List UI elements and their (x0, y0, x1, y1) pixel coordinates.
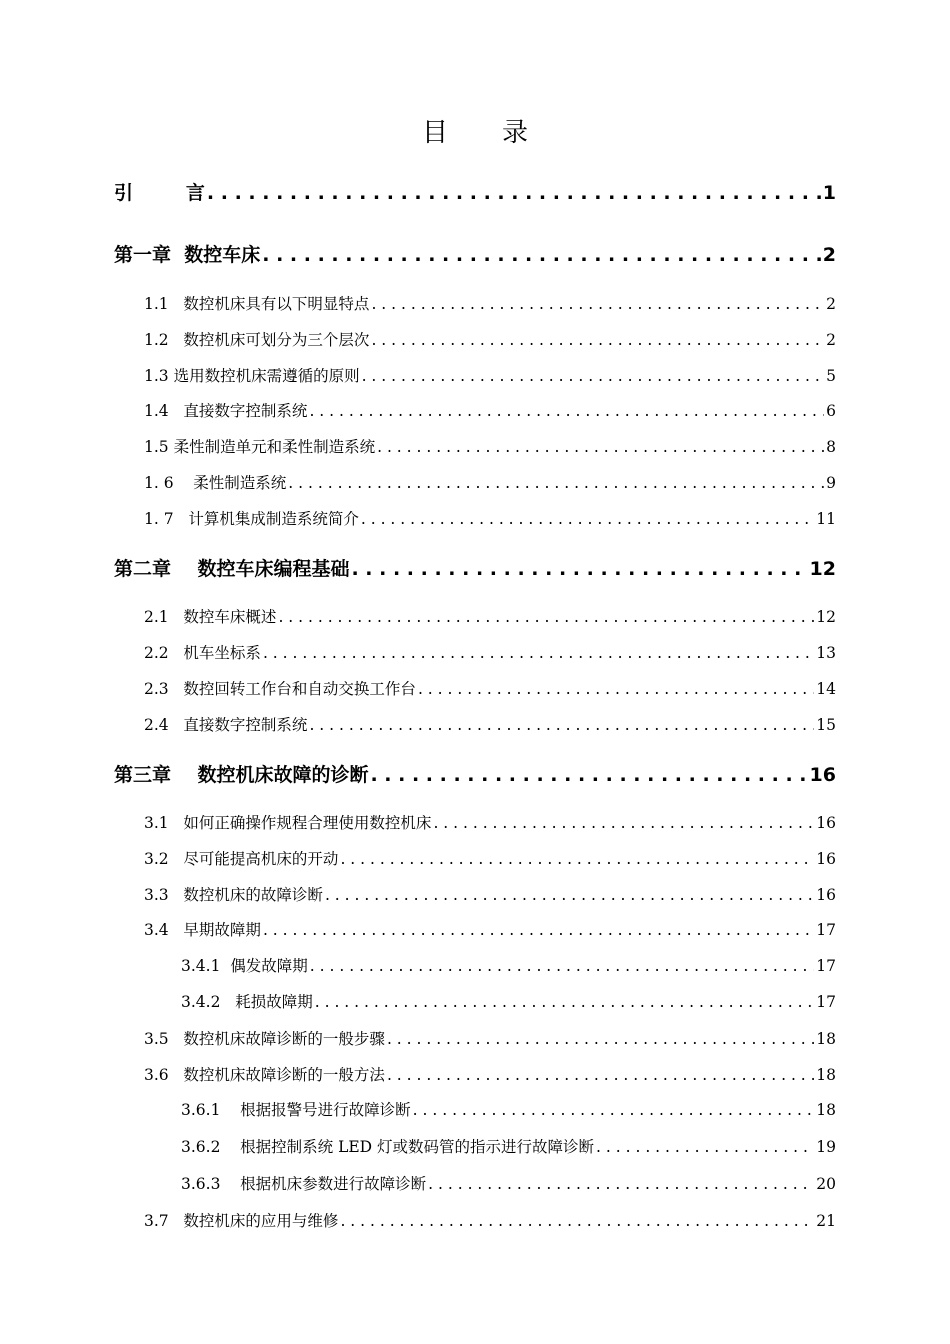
toc-leader-dots (263, 644, 814, 662)
toc-leader-dots (325, 886, 814, 904)
toc-entry-label: 3.7 数控机床的应用与维修 (144, 1212, 339, 1230)
toc-leader-dots (428, 1175, 814, 1193)
toc-entry-label: 第二章 数控车床编程基础 (114, 558, 350, 580)
toc-entry[interactable] (0, 641, 950, 663)
toc-entry-page: 18 (816, 1101, 836, 1119)
toc-leader-dots (351, 558, 807, 580)
toc-entry[interactable] (0, 760, 950, 787)
toc-entry[interactable] (0, 954, 950, 976)
toc-entry-label: 1.3 选用数控机床需遵循的原则 (144, 367, 360, 385)
toc-entry-label: 2.3 数控回转工作台和自动交换工作台 (144, 680, 416, 698)
toc-leader-dots (310, 957, 814, 975)
toc-entry-label: 2.2 机车坐标系 (144, 644, 261, 662)
toc-entry-page: 1 (822, 182, 836, 204)
toc-entry-page: 2 (826, 331, 836, 349)
toc-entry[interactable] (0, 328, 950, 350)
toc-leader-dots (370, 764, 807, 786)
toc-entry-label: 1.5 柔性制造单元和柔性制造系统 (144, 438, 376, 456)
toc-leader-dots (309, 716, 814, 734)
toc-entry-label: 第三章 数控机床故障的诊断 (114, 764, 369, 786)
toc-entry-label: 1. 7 计算机集成制造系统简介 (144, 510, 359, 528)
toc-entry[interactable] (0, 918, 950, 940)
toc-leader-dots (340, 1212, 814, 1230)
toc-entry-page: 19 (816, 1138, 836, 1156)
toc-entry-page: 16 (816, 850, 836, 868)
toc-leader-dots (362, 367, 825, 385)
toc-entry-page: 12 (816, 608, 836, 626)
toc-entry[interactable] (0, 399, 950, 421)
toc-leader-dots (413, 1101, 815, 1119)
toc-entry-label: 1.4 直接数字控制系统 (144, 402, 308, 420)
toc-entry[interactable] (0, 1027, 950, 1049)
toc-entry-label: 2.1 数控车床概述 (144, 608, 277, 626)
toc-entry-page: 18 (816, 1030, 836, 1048)
toc-entry[interactable] (0, 1172, 950, 1194)
toc-leader-dots (371, 331, 824, 349)
toc-entry-page: 18 (816, 1066, 836, 1084)
toc-entry[interactable] (0, 364, 950, 386)
toc-entry[interactable] (0, 1209, 950, 1231)
toc-entry-label: 3.1 如何正确操作规程合理使用数控机床 (144, 814, 432, 832)
toc-entry[interactable] (0, 240, 950, 267)
toc-leader-dots (315, 993, 815, 1011)
toc-entry-page: 20 (816, 1175, 836, 1193)
toc-entry[interactable] (0, 605, 950, 627)
toc-leader-dots (387, 1066, 814, 1084)
toc-leader-dots (262, 244, 821, 266)
toc-entry-label: 3.6.2 根据控制系统 LED 灯或数码管的指示进行故障诊断 (181, 1138, 595, 1156)
toc-entry-label: 3.6.1 根据报警号进行故障诊断 (181, 1101, 411, 1119)
toc-entry-page: 21 (816, 1212, 836, 1230)
toc-entry[interactable] (0, 811, 950, 833)
toc-entry-label: 3.4 早期故障期 (144, 921, 261, 939)
toc-entry-label: 2.4 直接数字控制系统 (144, 716, 308, 734)
toc-entry[interactable] (0, 178, 950, 205)
toc-title (0, 112, 950, 149)
toc-entry-label: 3.4.2 耗损故障期 (181, 993, 313, 1011)
toc-entry[interactable] (0, 990, 950, 1012)
toc-leader-dots (371, 295, 824, 313)
toc-entry-page: 8 (826, 438, 836, 456)
toc-leader-dots (263, 921, 814, 939)
toc-entry-page: 16 (809, 764, 836, 786)
toc-entry[interactable] (0, 435, 950, 457)
toc-entry-label: 3.2 尽可能提高机床的开动 (144, 850, 339, 868)
toc-entry-label: 第一章 数控车床 (114, 244, 261, 266)
toc-entry[interactable] (0, 471, 950, 493)
toc-leader-dots (278, 608, 814, 626)
toc-entry-page: 17 (816, 921, 836, 939)
toc-entry-page: 17 (816, 957, 836, 975)
toc-entry[interactable] (0, 677, 950, 699)
toc-leader-dots (309, 402, 824, 420)
toc-entry-page: 2 (826, 295, 836, 313)
toc-leader-dots (387, 1030, 814, 1048)
toc-entry-page: 12 (809, 558, 836, 580)
toc-entry-page: 16 (816, 886, 836, 904)
toc-leader-dots (377, 438, 824, 456)
toc-entry-page: 17 (816, 993, 836, 1011)
toc-entry-page: 6 (826, 402, 836, 420)
toc-entry-label: 3.6 数控机床故障诊断的一般方法 (144, 1066, 385, 1084)
toc-entry-page: 13 (816, 644, 836, 662)
toc-leader-dots (340, 850, 814, 868)
toc-leader-dots (207, 182, 821, 204)
toc-leader-dots (596, 1138, 814, 1156)
toc-entry[interactable] (0, 713, 950, 735)
toc-entry-page: 16 (816, 814, 836, 832)
toc-entry-page: 15 (816, 716, 836, 734)
toc-entry-page: 14 (816, 680, 836, 698)
toc-entry-label: 3.6.3 根据机床参数进行故障诊断 (181, 1175, 427, 1193)
toc-leader-dots (288, 474, 824, 492)
toc-leader-dots (361, 510, 814, 528)
toc-entry[interactable] (0, 1098, 950, 1120)
toc-entry-page: 5 (826, 367, 836, 385)
toc-entry-label: 1.2 数控机床可划分为三个层次 (144, 331, 370, 349)
toc-entry-label: 3.3 数控机床的故障诊断 (144, 886, 323, 904)
toc-entry[interactable] (0, 847, 950, 869)
toc-entry[interactable] (0, 883, 950, 905)
toc-entry-label: 3.5 数控机床故障诊断的一般步骤 (144, 1030, 385, 1048)
toc-leader-dots (418, 680, 814, 698)
toc-title-left: 目 (421, 118, 448, 148)
toc-entry-label: 引 言 (114, 182, 205, 204)
toc-entry-page: 11 (816, 510, 836, 528)
toc-entry-label: 1. 6 柔性制造系统 (144, 474, 287, 492)
toc-entry-page: 9 (826, 474, 836, 492)
toc-entry-page: 2 (822, 244, 836, 266)
toc-entry[interactable] (0, 1135, 950, 1157)
toc-entry[interactable] (0, 507, 950, 529)
toc-entry[interactable] (0, 554, 950, 581)
toc-leader-dots (433, 814, 814, 832)
toc-entry[interactable] (0, 1063, 950, 1085)
toc-entry-label: 3.4.1 偶发故障期 (181, 957, 308, 975)
toc-title-right: 录 (502, 118, 529, 148)
toc-entry-label: 1.1 数控机床具有以下明显特点 (144, 295, 370, 313)
toc-entry[interactable] (0, 292, 950, 314)
